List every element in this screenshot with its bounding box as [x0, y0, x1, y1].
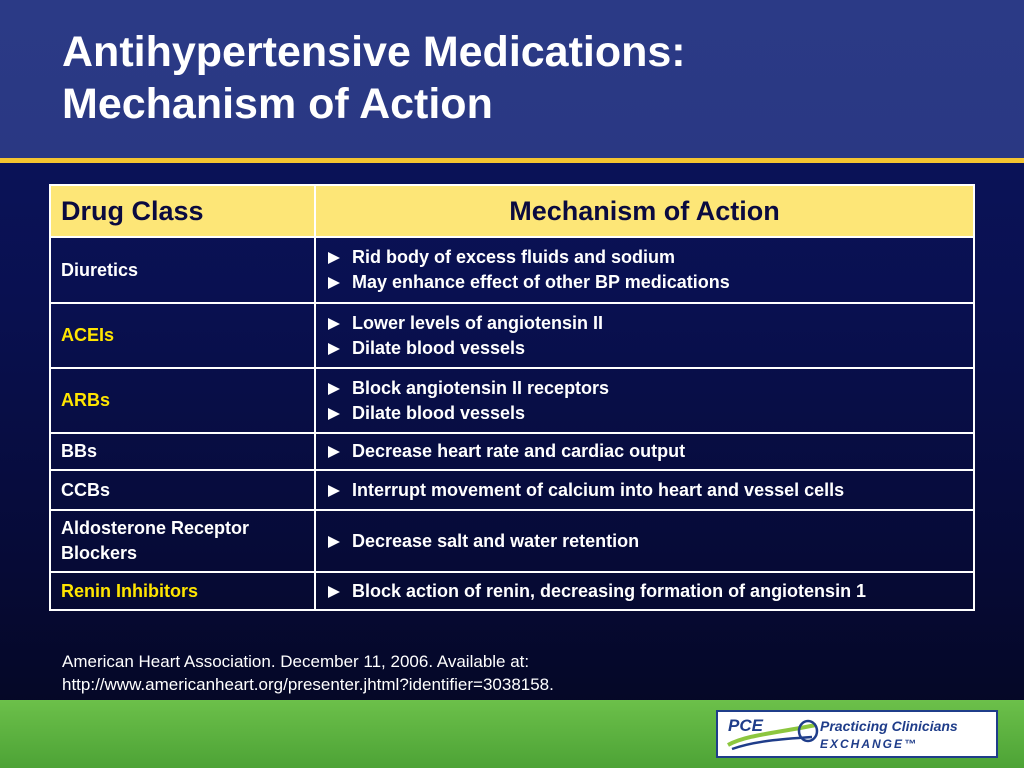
mechanism-list — [326, 311, 963, 361]
mechanism-item: Rid body of excess fluids and sodium — [326, 245, 963, 270]
mechanism-item: Interrupt movement of calcium into heart and vessel cells — [326, 478, 963, 503]
logo-subtitle: EXCHANGE™ — [820, 737, 919, 751]
slide-title-line: Antihypertensive Medications: — [62, 28, 686, 76]
mechanism-item: Lower levels of angiotensin II — [326, 311, 963, 336]
table-row — [50, 303, 974, 368]
header-mechanism: Mechanism of Action — [315, 185, 974, 237]
header-drug-class: Drug Class — [50, 185, 315, 237]
mechanism-cell — [315, 572, 974, 610]
table-row — [50, 572, 974, 610]
drug-class-cell: Renin Inhibitors — [50, 572, 315, 610]
slide-title — [62, 26, 686, 130]
mechanism-item: Dilate blood vessels — [326, 401, 963, 426]
mechanism-item: Dilate blood vessels — [326, 336, 963, 361]
logo-mark-text: PCE — [728, 716, 763, 735]
mechanism-item: Decrease heart rate and cardiac output — [326, 439, 963, 464]
mechanism-list — [326, 439, 963, 464]
mechanism-list — [326, 245, 963, 295]
mechanism-item: Block action of renin, decreasing formation of angiotensin 1 — [326, 579, 963, 604]
title-divider — [0, 158, 1024, 163]
pce-logo — [716, 710, 998, 758]
mechanism-item: Block angiotensin II receptors — [326, 376, 963, 401]
slide-title-line: Mechanism of Action — [62, 80, 493, 128]
mechanism-list — [326, 579, 963, 604]
mechanism-cell — [315, 303, 974, 368]
mechanism-item: Decrease salt and water retention — [326, 529, 963, 554]
mechanism-list — [326, 376, 963, 426]
mechanism-cell — [315, 433, 974, 470]
table-row — [50, 510, 974, 572]
drug-class-cell: Diuretics — [50, 237, 315, 303]
table-row — [50, 433, 974, 470]
drug-class-line: Aldosterone Receptor — [61, 518, 250, 538]
mechanism-item: May enhance effect of other BP medications — [326, 270, 963, 295]
mechanism-list — [326, 478, 963, 503]
drug-class-cell — [50, 510, 315, 572]
drug-class-cell: BBs — [50, 433, 315, 470]
drug-class-cell: CCBs — [50, 470, 315, 510]
mechanism-cell — [315, 368, 974, 433]
drug-class-line: Blockers — [61, 543, 138, 563]
logo-name: Practicing Clinicians — [820, 718, 958, 734]
citation-line: http://www.americanheart.org/presenter.jhtml?identifier=3038158. — [62, 675, 554, 694]
table-row — [50, 368, 974, 433]
table-header-row — [50, 185, 974, 237]
mechanism-cell — [315, 237, 974, 303]
mechanism-list — [326, 529, 963, 554]
drug-class-cell: ACEIs — [50, 303, 315, 368]
mechanism-cell — [315, 510, 974, 572]
mechanism-table — [49, 184, 975, 611]
citation-line: American Heart Association. December 11, 2006. Available at: — [62, 652, 530, 671]
citation — [62, 650, 554, 696]
table-row — [50, 237, 974, 303]
drug-class-cell: ARBs — [50, 368, 315, 433]
table-row — [50, 470, 974, 510]
mechanism-cell — [315, 470, 974, 510]
